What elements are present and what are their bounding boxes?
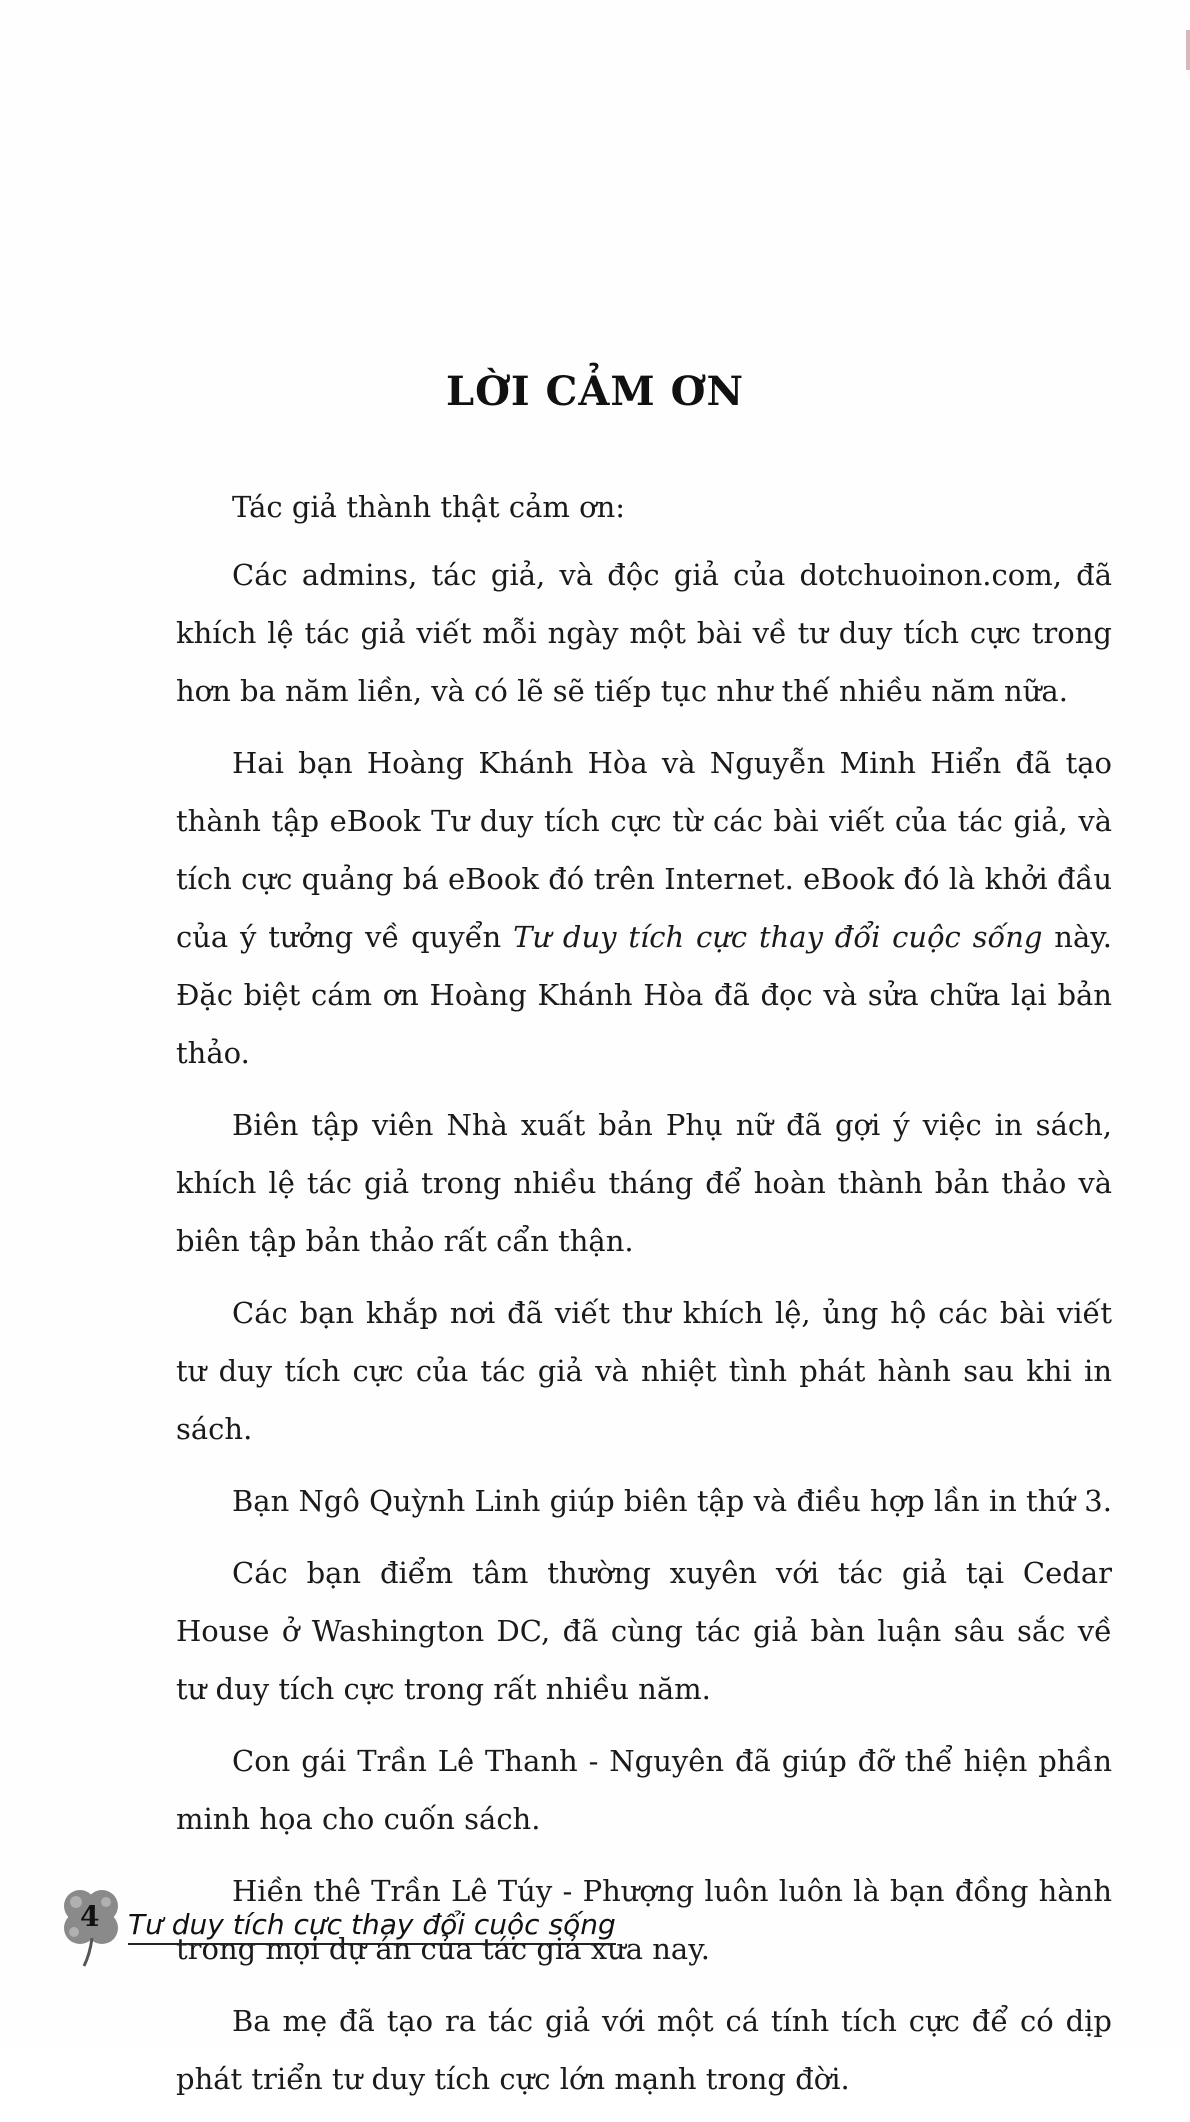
paragraph-ebook <box>176 734 1112 1082</box>
page-footer <box>50 1880 616 1970</box>
paragraph-friends: Các bạn khắp nơi đã viết thư khích lệ, ủng hộ các bài viết tư duy tích cực của tác giả và nhiệt tình phát hành sau khi in sách. <box>176 1296 1112 1446</box>
paragraph-linh: Bạn Ngô Quỳnh Linh giúp biên tập và điều hợp lần in thứ 3. <box>232 1484 1112 1518</box>
acknowledgements-body <box>176 478 1112 2122</box>
paragraph-wife: Hiền thê Trần Lê Túy - Phượng luôn luôn là bạn đồng hành trong mọi dự án của tác giả xưa nay. <box>176 1874 1112 1966</box>
paragraph-admins: Các admins, tác giả, và độc giả của dotchuoinon.com, đã khích lệ tác giả viết mỗi ngày một bài về tư duy tích cực trong hơn ba năm liền, và có lẽ sẽ tiếp tục như thế nhiều năm nữa. <box>176 558 1112 708</box>
ebook-text-end: này. Đặc biệt cám ơn Hoàng Khánh Hòa đã đọc và sửa chữa lại bản thảo. <box>176 920 1112 1070</box>
running-title: Tư duy tích cực thay đổi cuộc sống <box>128 1908 616 1945</box>
paragraph-parents: Ba mẹ đã tạo ra tác giả với một cá tính tích cực để có dịp phát triển tư duy tích cực lớn mạnh trong đời. <box>176 2004 1112 2096</box>
page-number: 4 <box>80 1900 100 1933</box>
paragraph-editor: Biên tập viên Nhà xuất bản Phụ nữ đã gợi ý việc in sách, khích lệ tác giả trong nhiều tháng để hoàn thành bản thảo và biên tập bản thảo rất cẩn thận. <box>176 1108 1112 1258</box>
paragraph-daughter: Con gái Trần Lê Thanh - Nguyên đã giúp đỡ thể hiện phần minh họa cho cuốn sách. <box>176 1744 1112 1836</box>
paragraph-cedar-house: Các bạn điểm tâm thường xuyên với tác giả tại Cedar House ở Washington DC, đã cùng tác giả bàn luận sâu sắc về tư duy tích cực trong rất nhiều năm. <box>176 1556 1112 1706</box>
ebook-text-start: Hai bạn Hoàng Khánh Hòa và Nguyễn Minh Hiển đã tạo thành tập eBook Tư duy tích cực từ các bài viết của tác giả, và tích cực quảng bá eBook đó trên Internet. eBook đó là khởi đầu của ý tưởng về quyển <box>176 746 1112 954</box>
intro-line: Tác giả thành thật cảm ơn: <box>232 490 626 524</box>
scan-edge-mark <box>1186 30 1190 70</box>
page-title: LỜI CẢM ƠN <box>445 368 745 415</box>
book-title-italic: Tư duy tích cực thay đổi cuộc sống <box>513 920 1043 954</box>
